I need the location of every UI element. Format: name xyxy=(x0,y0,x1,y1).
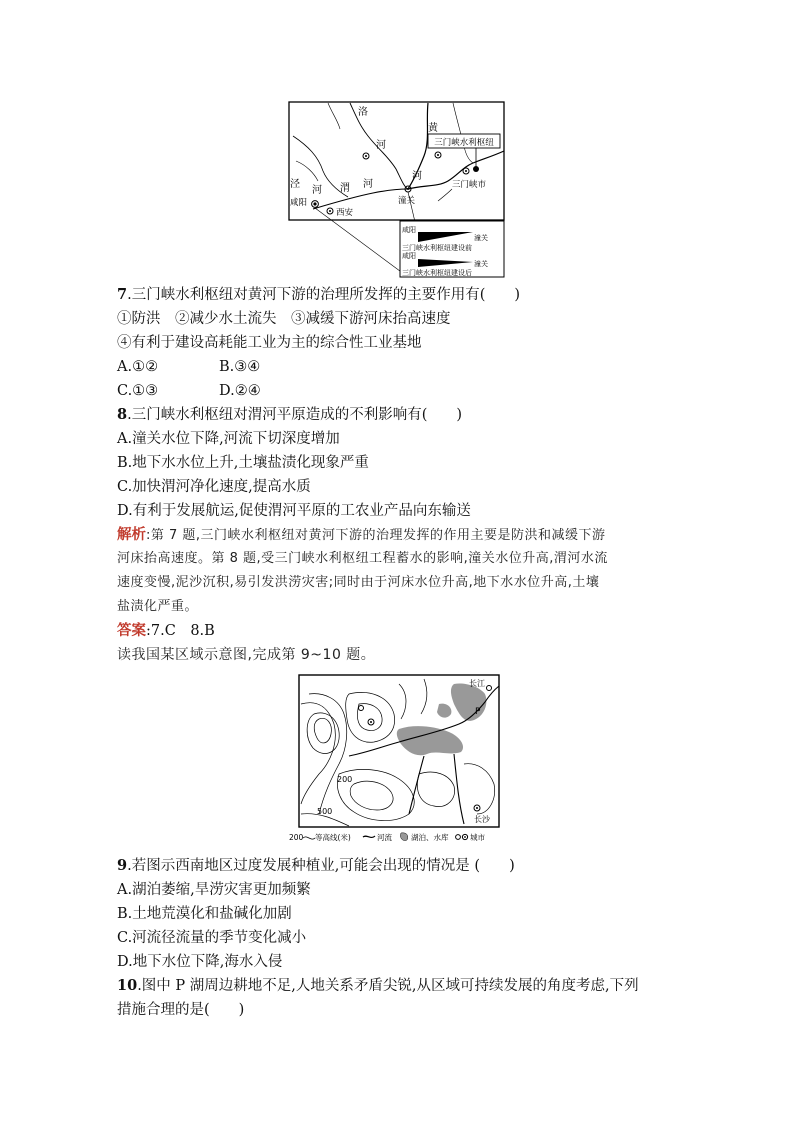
q8-option-d: D.有利于发展航运,促使渭河平原的工农业产品向东输送 xyxy=(117,503,471,519)
map-label-sanmenxia-city: 三门峡市 xyxy=(452,180,487,190)
legend-river-label: 河流 xyxy=(377,833,392,842)
map2-label-p: P xyxy=(475,707,481,717)
legend-city-label: 城市 xyxy=(470,833,485,842)
legend-river-icon xyxy=(363,836,375,837)
map2-label-changsha: 长沙 xyxy=(474,815,490,824)
map-label-huang: 黄 xyxy=(428,123,438,134)
q8-option-a: A.潼关水位下降,河流下切深度增加 xyxy=(117,431,340,447)
q9-number: 9 xyxy=(117,857,128,874)
inset-xianyang-after: 咸阳 xyxy=(402,252,416,260)
q9-option-b: B.土地荒漠化和盐碱化加剧 xyxy=(117,906,292,922)
answer-key: 答案 xyxy=(117,622,146,639)
explanation-key: 解析 xyxy=(117,526,146,543)
legend-contour-number: 200 xyxy=(289,833,304,842)
q8-option-b: B.地下水水位上升,土壤盐渍化现象严重 xyxy=(117,455,369,471)
inset-caption-before: 三门峡水利枢纽建设前 xyxy=(402,244,472,252)
q9-option-c: C.河流径流量的季节变化减小 xyxy=(117,930,307,946)
dam-box-label: 三门峡水利枢纽 xyxy=(434,138,494,148)
q9-option-d: D.地下水位下降,海水入侵 xyxy=(117,954,283,970)
q9-stem xyxy=(117,856,515,876)
map-label-huang-he: 河 xyxy=(412,171,422,182)
map-label-xianyang: 咸阳 xyxy=(290,198,308,208)
map-label-wei-he: 河 xyxy=(363,179,373,190)
sanmenxia-map xyxy=(288,101,506,279)
q10-stem-text: .图中 P 湖周边耕地不足,人地关系矛盾尖锐,从区域可持续发展的角度考虑,下列 xyxy=(137,978,639,994)
q7-option-d: D.②④ xyxy=(219,383,261,399)
map-label-luo: 洛 xyxy=(358,107,368,118)
q7-line2: ①防洪 ②减少水土流失 ③减缓下游河床抬高速度 xyxy=(117,311,451,327)
q10-number: 10 xyxy=(117,977,138,994)
map2-legend xyxy=(289,832,485,842)
legend-lake-icon xyxy=(400,833,407,841)
q7-stem-text: .三门峡水利枢纽对黄河下游的治理所发挥的主要作用有( ) xyxy=(127,287,521,303)
legend-contour-icon xyxy=(303,837,315,839)
explanation-line1 xyxy=(117,525,606,546)
map-label-jing: 泾 xyxy=(290,179,300,190)
q9-option-a: A.湖泊萎缩,旱涝灾害更加频繁 xyxy=(117,882,311,898)
q8-number: 8 xyxy=(117,406,128,423)
inset-xianyang-before: 咸阳 xyxy=(402,226,416,234)
explanation-line3: 速度变慢,泥沙沉积,易引发洪涝灾害;同时由于河床水位升高,地下水水位升高,土壤 xyxy=(117,575,600,590)
region-map xyxy=(289,674,507,846)
answer-line xyxy=(117,621,215,641)
inset-tongguan-before: 潼关 xyxy=(474,234,488,242)
explanation-text1: :第 7 题,三门峡水利枢纽对黄河下游的治理发挥的作用主要是防洪和减缓下游 xyxy=(146,528,606,543)
q8-stem xyxy=(117,405,462,425)
legend-city-icon-1 xyxy=(456,835,461,840)
map-label-tongguan: 潼关 xyxy=(398,196,416,206)
inset-caption-after: 三门峡水利枢纽建设后 xyxy=(402,269,472,277)
q7-stem xyxy=(117,285,520,305)
q7-option-b: B.③④ xyxy=(219,359,261,375)
map2-label-changjiang: 长江 xyxy=(469,679,485,688)
q7-line3: ④有利于建设高耗能工业为主的综合性工业基地 xyxy=(117,335,422,351)
intro-text: 读我国某区域示意图,完成第 9~10 题。 xyxy=(117,647,376,663)
map2-label-200: 200 xyxy=(337,775,353,784)
q7-option-c: C.①③ xyxy=(117,383,159,399)
map-label-xian: 西安 xyxy=(336,208,354,218)
q8-stem-text: .三门峡水利枢纽对渭河平原造成的不利影响有( ) xyxy=(127,407,463,423)
map-label-luo-he: 河 xyxy=(376,140,386,151)
map-label-wei: 渭 xyxy=(340,183,350,194)
explanation-line2: 河床抬高速度。第 8 题,受三门峡水利枢纽工程蓄水的影响,潼关水位升高,渭河水流 xyxy=(117,551,608,566)
q10-stem xyxy=(117,976,639,996)
legend-lake-label: 湖泊、水库 xyxy=(411,833,449,842)
q7-number: 7 xyxy=(117,286,128,303)
q9-stem-text: .若图示西南地区过度发展种植业,可能会出现的情况是 ( ) xyxy=(127,858,515,874)
q8-option-c: C.加快渭河净化速度,提高水质 xyxy=(117,479,311,495)
inset-tongguan-after: 潼关 xyxy=(474,260,488,268)
map2-label-500: 500 xyxy=(317,807,333,816)
explanation-line4: 盐渍化严重。 xyxy=(117,599,199,614)
map-label-jing-he: 河 xyxy=(312,185,322,196)
legend-contour-label: 等高线(米) xyxy=(315,833,351,842)
answer-value: :7.C 8.B xyxy=(146,623,215,639)
q10-line2: 措施合理的是( ) xyxy=(117,1002,245,1018)
q7-option-a: A.①② xyxy=(117,359,159,375)
